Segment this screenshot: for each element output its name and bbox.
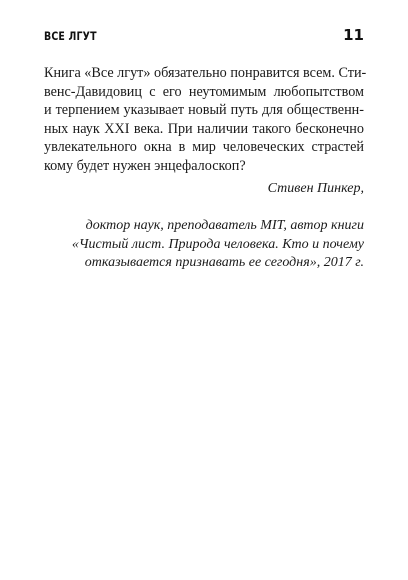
quote-attribution	[44, 180, 364, 273]
body-paragraph	[44, 64, 367, 176]
attribution-author: Стивен Пинкер,	[267, 181, 364, 196]
attribution-spacer	[44, 199, 364, 218]
paragraph-line: венс-Давидовиц с его неутомимым любопытством	[44, 83, 364, 100]
paragraph-line: увлекательного окна в мир человеческих страстей	[44, 139, 364, 156]
running-head: ВСЕ ЛГУТ	[44, 29, 97, 43]
attribution-line: «Чистый лист. Природа человека. Кто и почему	[71, 236, 364, 252]
attribution-line: отказывается признавать ее сегодня», 2017 г.	[84, 255, 364, 271]
paragraph-line: кому будет нужен энцефалоскоп?	[44, 157, 246, 174]
page-number: 11	[343, 26, 364, 44]
paragraph-line: ных наук XXI века. При наличии такого бесконечно	[44, 120, 364, 137]
paragraph-line: Книга «Все лгут» обязательно понравится всем. Сти-	[44, 65, 367, 81]
paragraph-line: и терпением указывает новый путь для общественн-	[44, 102, 364, 119]
attribution-line: доктор наук, преподаватель MIT, автор книги	[85, 218, 364, 234]
